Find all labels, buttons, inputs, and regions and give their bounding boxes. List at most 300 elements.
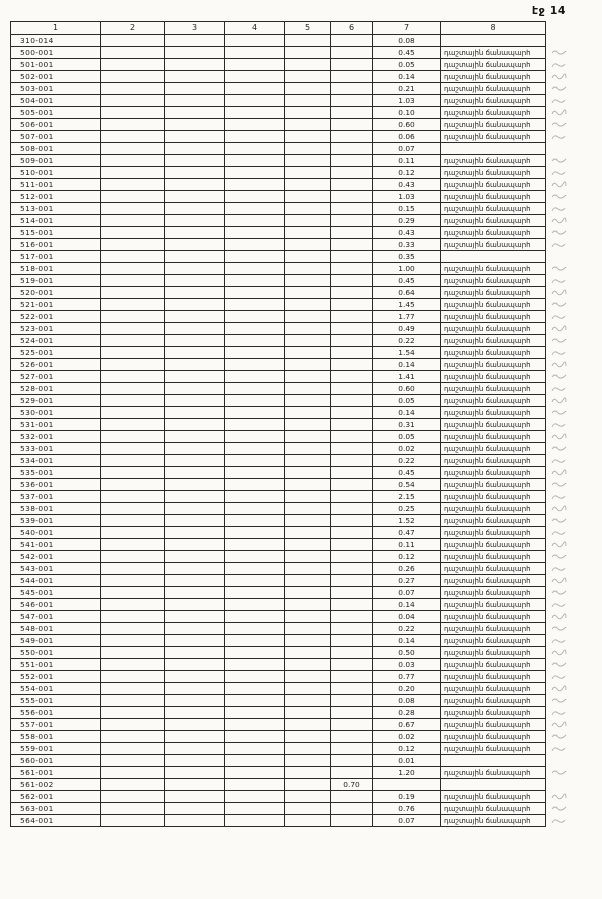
margin-cell: [546, 35, 602, 47]
description-cell: դաշտային ճանապարհ: [441, 467, 546, 479]
area-cell: 0.27: [373, 575, 441, 587]
col6-cell: [331, 707, 373, 719]
col2-cell: [101, 623, 165, 635]
table-row: [11, 491, 602, 503]
col5-cell: [285, 395, 331, 407]
column-header-8: 8: [441, 22, 546, 35]
col3-cell: [165, 755, 225, 767]
col4-cell: [225, 107, 285, 119]
col5-cell: [285, 131, 331, 143]
code-cell: 561-002: [11, 779, 101, 791]
table-row: [11, 515, 602, 527]
col4-cell: [225, 323, 285, 335]
area-cell: 0.11: [373, 539, 441, 551]
col5-cell: [285, 179, 331, 191]
col3-cell: [165, 275, 225, 287]
col5-cell: [285, 731, 331, 743]
code-cell: 529-001: [11, 395, 101, 407]
col5-cell: [285, 623, 331, 635]
margin-scribble: [550, 72, 568, 81]
margin-cell: [546, 731, 602, 743]
col3-cell: [165, 587, 225, 599]
col6-cell: [331, 551, 373, 563]
margin-scribble: [550, 228, 568, 237]
margin-cell: [546, 791, 602, 803]
col5-cell: [285, 371, 331, 383]
col4-cell: [225, 563, 285, 575]
margin-cell: [546, 155, 602, 167]
description-cell: դաշտային ճանապարհ: [441, 647, 546, 659]
col4-cell: [225, 599, 285, 611]
col2-cell: [101, 671, 165, 683]
area-cell: 0.25: [373, 503, 441, 515]
col6-cell: [331, 287, 373, 299]
area-cell: 0.05: [373, 431, 441, 443]
description-cell: [441, 143, 546, 155]
col5-cell: [285, 191, 331, 203]
margin-cell: [546, 119, 602, 131]
col2-cell: [101, 239, 165, 251]
table-row: [11, 71, 602, 83]
description-cell: դաշտային ճանապարհ: [441, 623, 546, 635]
margin-cell: [546, 491, 602, 503]
code-cell: 533-001: [11, 443, 101, 455]
code-cell: 518-001: [11, 263, 101, 275]
col5-cell: [285, 803, 331, 815]
col6-cell: [331, 539, 373, 551]
margin-cell: [546, 719, 602, 731]
table-row: [11, 131, 602, 143]
col3-cell: [165, 167, 225, 179]
table-row: [11, 167, 602, 179]
area-cell: [373, 779, 441, 791]
table-row: [11, 575, 602, 587]
col4-cell: [225, 779, 285, 791]
col2-cell: [101, 539, 165, 551]
col6-cell: [331, 311, 373, 323]
description-cell: դաշտային ճանապարհ: [441, 263, 546, 275]
margin-cell: [546, 203, 602, 215]
table-row: [11, 287, 602, 299]
col4-cell: [225, 659, 285, 671]
code-cell: 522-001: [11, 311, 101, 323]
col4-cell: [225, 227, 285, 239]
area-cell: 0.14: [373, 599, 441, 611]
col5-cell: [285, 683, 331, 695]
col6-cell: [331, 167, 373, 179]
margin-scribble: [550, 612, 568, 621]
margin-cell: [546, 455, 602, 467]
code-cell: 507-001: [11, 131, 101, 143]
margin-scribble: [550, 372, 568, 381]
col2-cell: [101, 167, 165, 179]
col5-cell: [285, 527, 331, 539]
col2-cell: [101, 695, 165, 707]
col2-cell: [101, 275, 165, 287]
col2-cell: [101, 419, 165, 431]
description-cell: դաշտային ճանապարհ: [441, 239, 546, 251]
code-cell: 310-014: [11, 35, 101, 47]
col3-cell: [165, 395, 225, 407]
col6-cell: [331, 251, 373, 263]
col2-cell: [101, 119, 165, 131]
margin-scribble: [550, 492, 568, 501]
table-row: [11, 599, 602, 611]
margin-cell: [546, 755, 602, 767]
col4-cell: [225, 611, 285, 623]
margin-scribble: [550, 420, 568, 429]
table-row: [11, 407, 602, 419]
col3-cell: [165, 299, 225, 311]
margin-cell: [546, 383, 602, 395]
description-cell: դաշտային ճանապարհ: [441, 275, 546, 287]
col6-cell: [331, 407, 373, 419]
col6-cell: [331, 359, 373, 371]
margin-scribble: [550, 708, 568, 717]
col5-cell: [285, 491, 331, 503]
col6-cell: [331, 803, 373, 815]
col5-cell: [285, 299, 331, 311]
col4-cell: [225, 575, 285, 587]
area-cell: 0.07: [373, 815, 441, 827]
col5-cell: [285, 815, 331, 827]
col6-cell: [331, 107, 373, 119]
description-cell: դաշտային ճանապարհ: [441, 227, 546, 239]
table-row: [11, 323, 602, 335]
col5-cell: [285, 119, 331, 131]
area-cell: 0.12: [373, 551, 441, 563]
margin-scribble: [550, 336, 568, 345]
code-cell: 516-001: [11, 239, 101, 251]
col2-cell: [101, 479, 165, 491]
col2-cell: [101, 443, 165, 455]
col4-cell: [225, 395, 285, 407]
col6-cell: [331, 491, 373, 503]
margin-cell: [546, 359, 602, 371]
description-cell: դաշտային ճանապարհ: [441, 299, 546, 311]
description-cell: դաշտային ճանապարհ: [441, 311, 546, 323]
description-cell: դաշտային ճանապարհ: [441, 575, 546, 587]
table-row: [11, 635, 602, 647]
area-cell: 0.49: [373, 323, 441, 335]
margin-cell: [546, 659, 602, 671]
col2-cell: [101, 251, 165, 263]
table-row: [11, 203, 602, 215]
col6-cell: [331, 131, 373, 143]
col3-cell: [165, 371, 225, 383]
table-row: [11, 743, 602, 755]
margin-scribble: [550, 648, 568, 657]
col6-cell: [331, 35, 373, 47]
margin-scribble: [550, 156, 568, 165]
margin-cell: [546, 779, 602, 791]
margin-cell: [546, 503, 602, 515]
col4-cell: [225, 683, 285, 695]
description-cell: դաշտային ճանապարհ: [441, 731, 546, 743]
col6-cell: [331, 371, 373, 383]
margin-cell: [546, 323, 602, 335]
area-cell: 0.21: [373, 83, 441, 95]
margin-scribble: [550, 60, 568, 69]
margin-scribble: [550, 528, 568, 537]
description-cell: դաշտային ճանապարհ: [441, 815, 546, 827]
table-row: [11, 551, 602, 563]
code-cell: 545-001: [11, 587, 101, 599]
code-cell: 547-001: [11, 611, 101, 623]
header-row: [11, 22, 602, 35]
col5-cell: [285, 779, 331, 791]
col6-cell: [331, 755, 373, 767]
table-row: [11, 455, 602, 467]
table-row: [11, 647, 602, 659]
col4-cell: [225, 335, 285, 347]
description-cell: դաշտային ճանապարհ: [441, 191, 546, 203]
margin-cell: [546, 263, 602, 275]
margin-cell: [546, 395, 602, 407]
table-row: [11, 179, 602, 191]
col3-cell: [165, 647, 225, 659]
code-cell: 560-001: [11, 755, 101, 767]
margin-cell: [546, 227, 602, 239]
description-cell: դաշտային ճանապարհ: [441, 803, 546, 815]
col3-cell: [165, 455, 225, 467]
table-row: [11, 83, 602, 95]
area-cell: 0.35: [373, 251, 441, 263]
col3-cell: [165, 155, 225, 167]
margin-scribble: [550, 288, 568, 297]
table-row: [11, 707, 602, 719]
col6-cell: [331, 791, 373, 803]
description-cell: դաշտային ճանապարհ: [441, 659, 546, 671]
col3-cell: [165, 35, 225, 47]
table-row: [11, 467, 602, 479]
code-cell: 559-001: [11, 743, 101, 755]
col3-cell: [165, 671, 225, 683]
description-cell: [441, 35, 546, 47]
col4-cell: [225, 167, 285, 179]
col3-cell: [165, 83, 225, 95]
description-cell: դաշտային ճանապարհ: [441, 407, 546, 419]
col5-cell: [285, 35, 331, 47]
area-cell: 0.12: [373, 743, 441, 755]
col4-cell: [225, 791, 285, 803]
col5-cell: [285, 695, 331, 707]
col3-cell: [165, 191, 225, 203]
col3-cell: [165, 383, 225, 395]
margin-cell: [546, 95, 602, 107]
margin-scribble: [550, 360, 568, 369]
margin-cell: [546, 191, 602, 203]
col2-cell: [101, 755, 165, 767]
col5-cell: [285, 203, 331, 215]
col4-cell: [225, 263, 285, 275]
margin-cell: [546, 107, 602, 119]
col3-cell: [165, 311, 225, 323]
table-row: [11, 47, 602, 59]
description-cell: դաշտային ճանապարհ: [441, 95, 546, 107]
col6-cell: [331, 47, 373, 59]
col4-cell: [225, 347, 285, 359]
description-cell: դաշտային ճանապարհ: [441, 611, 546, 623]
code-cell: 510-001: [11, 167, 101, 179]
description-cell: դաշտային ճանապարհ: [441, 347, 546, 359]
margin-cell: [546, 671, 602, 683]
col2-cell: [101, 47, 165, 59]
code-cell: 523-001: [11, 323, 101, 335]
area-cell: 0.20: [373, 683, 441, 695]
col2-cell: [101, 227, 165, 239]
area-cell: 0.28: [373, 707, 441, 719]
table-row: [11, 587, 602, 599]
col5-cell: [285, 263, 331, 275]
table-row: [11, 107, 602, 119]
col4-cell: [225, 491, 285, 503]
table-row: [11, 359, 602, 371]
area-cell: 1.03: [373, 191, 441, 203]
col6-cell: [331, 635, 373, 647]
margin-cell: [546, 611, 602, 623]
col2-cell: [101, 647, 165, 659]
area-cell: 0.07: [373, 143, 441, 155]
margin-cell: [546, 803, 602, 815]
description-cell: դաշտային ճանապարհ: [441, 599, 546, 611]
col4-cell: [225, 743, 285, 755]
description-cell: դաշտային ճանապարհ: [441, 287, 546, 299]
code-cell: 528-001: [11, 383, 101, 395]
col3-cell: [165, 227, 225, 239]
margin-scribble: [550, 744, 568, 753]
area-cell: 0.11: [373, 155, 441, 167]
margin-cell: [546, 539, 602, 551]
col6-cell: [331, 143, 373, 155]
code-cell: 531-001: [11, 419, 101, 431]
table-row: [11, 335, 602, 347]
col3-cell: [165, 143, 225, 155]
col2-cell: [101, 407, 165, 419]
margin-scribble: [550, 636, 568, 645]
col2-cell: [101, 35, 165, 47]
col5-cell: [285, 107, 331, 119]
col6-cell: [331, 563, 373, 575]
margin-scribble: [550, 588, 568, 597]
col5-cell: [285, 791, 331, 803]
column-header-6: 6: [331, 22, 373, 35]
col5-cell: [285, 551, 331, 563]
area-cell: 0.06: [373, 131, 441, 143]
description-cell: դաշտային ճանապարհ: [441, 71, 546, 83]
area-cell: 1.03: [373, 95, 441, 107]
col2-cell: [101, 635, 165, 647]
description-cell: դաշտային ճանապարհ: [441, 539, 546, 551]
col4-cell: [225, 623, 285, 635]
col6-cell: [331, 671, 373, 683]
description-cell: դաշտային ճանապարհ: [441, 83, 546, 95]
col3-cell: [165, 179, 225, 191]
col2-cell: [101, 587, 165, 599]
col4-cell: [225, 35, 285, 47]
area-cell: 0.77: [373, 671, 441, 683]
col4-cell: [225, 71, 285, 83]
description-cell: դաշտային ճանապարհ: [441, 695, 546, 707]
code-cell: 534-001: [11, 455, 101, 467]
col3-cell: [165, 239, 225, 251]
table-row: [11, 215, 602, 227]
code-cell: 511-001: [11, 179, 101, 191]
margin-scribble: [550, 204, 568, 213]
margin-scribble: [550, 660, 568, 669]
col5-cell: [285, 275, 331, 287]
margin-scribble: [550, 96, 568, 105]
table-row: [11, 299, 602, 311]
col6-cell: [331, 239, 373, 251]
margin-cell: [546, 347, 602, 359]
description-cell: դաշտային ճանապարհ: [441, 431, 546, 443]
col6-cell: [331, 467, 373, 479]
code-cell: 525-001: [11, 347, 101, 359]
col2-cell: [101, 803, 165, 815]
col3-cell: [165, 551, 225, 563]
margin-scribble: [550, 516, 568, 525]
description-cell: դաշտային ճանապարհ: [441, 107, 546, 119]
col3-cell: [165, 431, 225, 443]
table-row: [11, 659, 602, 671]
margin-cell: [546, 239, 602, 251]
col4-cell: [225, 803, 285, 815]
margin-cell: [546, 527, 602, 539]
col2-cell: [101, 83, 165, 95]
col3-cell: [165, 263, 225, 275]
col6-cell: [331, 731, 373, 743]
col2-cell: [101, 431, 165, 443]
margin-scribble: [550, 396, 568, 405]
col2-cell: [101, 215, 165, 227]
column-header-2: 2: [101, 22, 165, 35]
col4-cell: [225, 215, 285, 227]
area-cell: 1.20: [373, 767, 441, 779]
col2-cell: [101, 599, 165, 611]
margin-scribble: [550, 168, 568, 177]
table-row: [11, 731, 602, 743]
code-cell: 548-001: [11, 623, 101, 635]
area-cell: 0.76: [373, 803, 441, 815]
margin-cell: [546, 71, 602, 83]
margin-scribble: [550, 768, 568, 777]
area-cell: 0.45: [373, 275, 441, 287]
margin-cell: [546, 707, 602, 719]
col5-cell: [285, 431, 331, 443]
area-cell: 0.22: [373, 335, 441, 347]
code-cell: 527-001: [11, 371, 101, 383]
col6-cell: [331, 215, 373, 227]
col5-cell: [285, 635, 331, 647]
col3-cell: [165, 527, 225, 539]
col6-cell: [331, 83, 373, 95]
area-cell: 0.60: [373, 119, 441, 131]
col4-cell: [225, 131, 285, 143]
col3-cell: [165, 767, 225, 779]
col6-cell: [331, 347, 373, 359]
description-cell: դաշտային ճանապարհ: [441, 119, 546, 131]
margin-cell: [546, 335, 602, 347]
col2-cell: [101, 179, 165, 191]
area-cell: 0.10: [373, 107, 441, 119]
description-cell: դաշտային ճանապարհ: [441, 323, 546, 335]
col4-cell: [225, 95, 285, 107]
column-header-3: 3: [165, 22, 225, 35]
table-row: [11, 695, 602, 707]
col6-cell: [331, 599, 373, 611]
table-row: [11, 275, 602, 287]
